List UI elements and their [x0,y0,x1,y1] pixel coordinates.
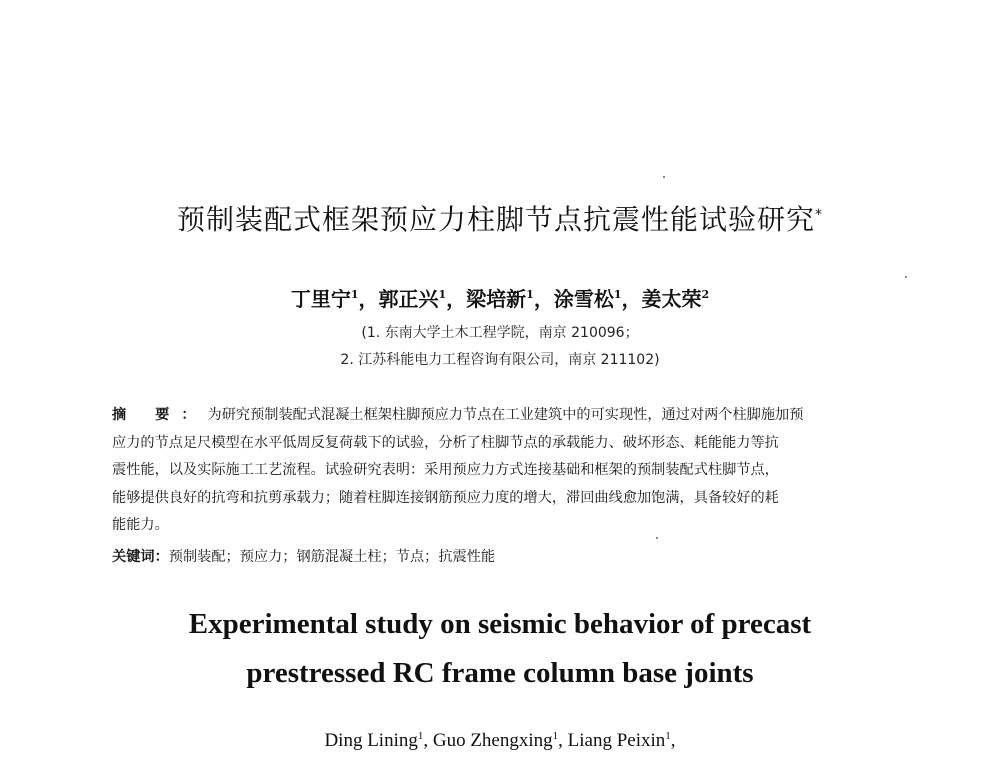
scan-speck [663,176,665,178]
keywords [112,546,495,566]
english-title-line-1: Experimental study on seismic behavior of precast [188,608,812,640]
cn-author-separator: ， [621,287,642,311]
cn-author: 郭正兴 [378,287,439,311]
affiliation-line: 2. 江苏科能电力工程咨询有限公司，南京 211102) [340,352,660,368]
abstract-line: 能够提供良好的抗弯和抗剪承载力；随着柱脚连接钢筋预应力度的增大，滞回曲线愈加饱满，具备较好的耗 [112,489,779,506]
cn-author-separator: ， [358,287,379,311]
en-author: Guo Zhengxing [432,730,553,751]
cn-author-separator: ， [446,287,467,311]
chinese-title-text: 预制装配式框架预应力柱脚节点抗震性能试验研究 [176,203,815,236]
abstract [112,402,920,540]
chinese-title [0,198,1000,238]
en-author-separator: , [423,730,433,751]
chinese-authors [0,283,1000,312]
affiliation-line: (1. 东南大学土木工程学院，南京 210096； [361,325,639,341]
english-authors [0,730,1000,752]
scan-speck [905,276,907,278]
keywords-text: 预制装配；预应力；钢筋混凝土柱；节点；抗震性能 [168,549,496,565]
en-author-trailing: , [670,730,676,751]
abstract-line: 震性能，以及实际施工工艺流程。试验研究表明：采用预应力方式连接基础和框架的预制装配式柱脚节点， [112,462,779,478]
abstract-line: 应力的节点足尺模型在水平低周反复荷载下的试验，分析了柱脚节点的承载能力、破坏形态、耗能能力等抗 [112,434,779,451]
cn-author: 涂雪松 [553,287,614,311]
title-footnote-marker: * [815,207,823,223]
cn-author-separator: ， [533,287,554,311]
abstract-text: 为研究预制装配式混凝土框架柱脚预应力节点在工业建筑中的可实现性，通过对两个柱脚施加预 [207,407,804,423]
abstract-label: 摘 要： [112,407,208,423]
en-author: Ding Lining [324,730,418,751]
abstract-line [112,402,920,430]
abstract-line: 能能力。 [112,517,169,533]
cn-author: 姜太荣 [641,287,702,311]
english-title-line-2: prestressed RC frame column base joints [246,657,754,689]
cn-author-affiliation: 1 [526,288,534,301]
en-author-affiliation: 1 [417,730,424,742]
cn-author-affiliation: 2 [701,288,710,301]
cn-author-affiliation: 1 [438,288,447,301]
en-author-affiliation: 1 [665,730,671,742]
cn-author: 梁培新 [466,287,527,311]
cn-author-affiliation: 1 [613,288,622,301]
cn-author: 丁里宁 [290,287,351,311]
cn-author-affiliation: 1 [350,288,359,301]
en-author-separator: , [558,730,568,751]
keywords-label: 关键词： [112,549,169,565]
en-author-affiliation: 1 [552,730,559,742]
en-author: Liang Peixin [567,730,666,751]
